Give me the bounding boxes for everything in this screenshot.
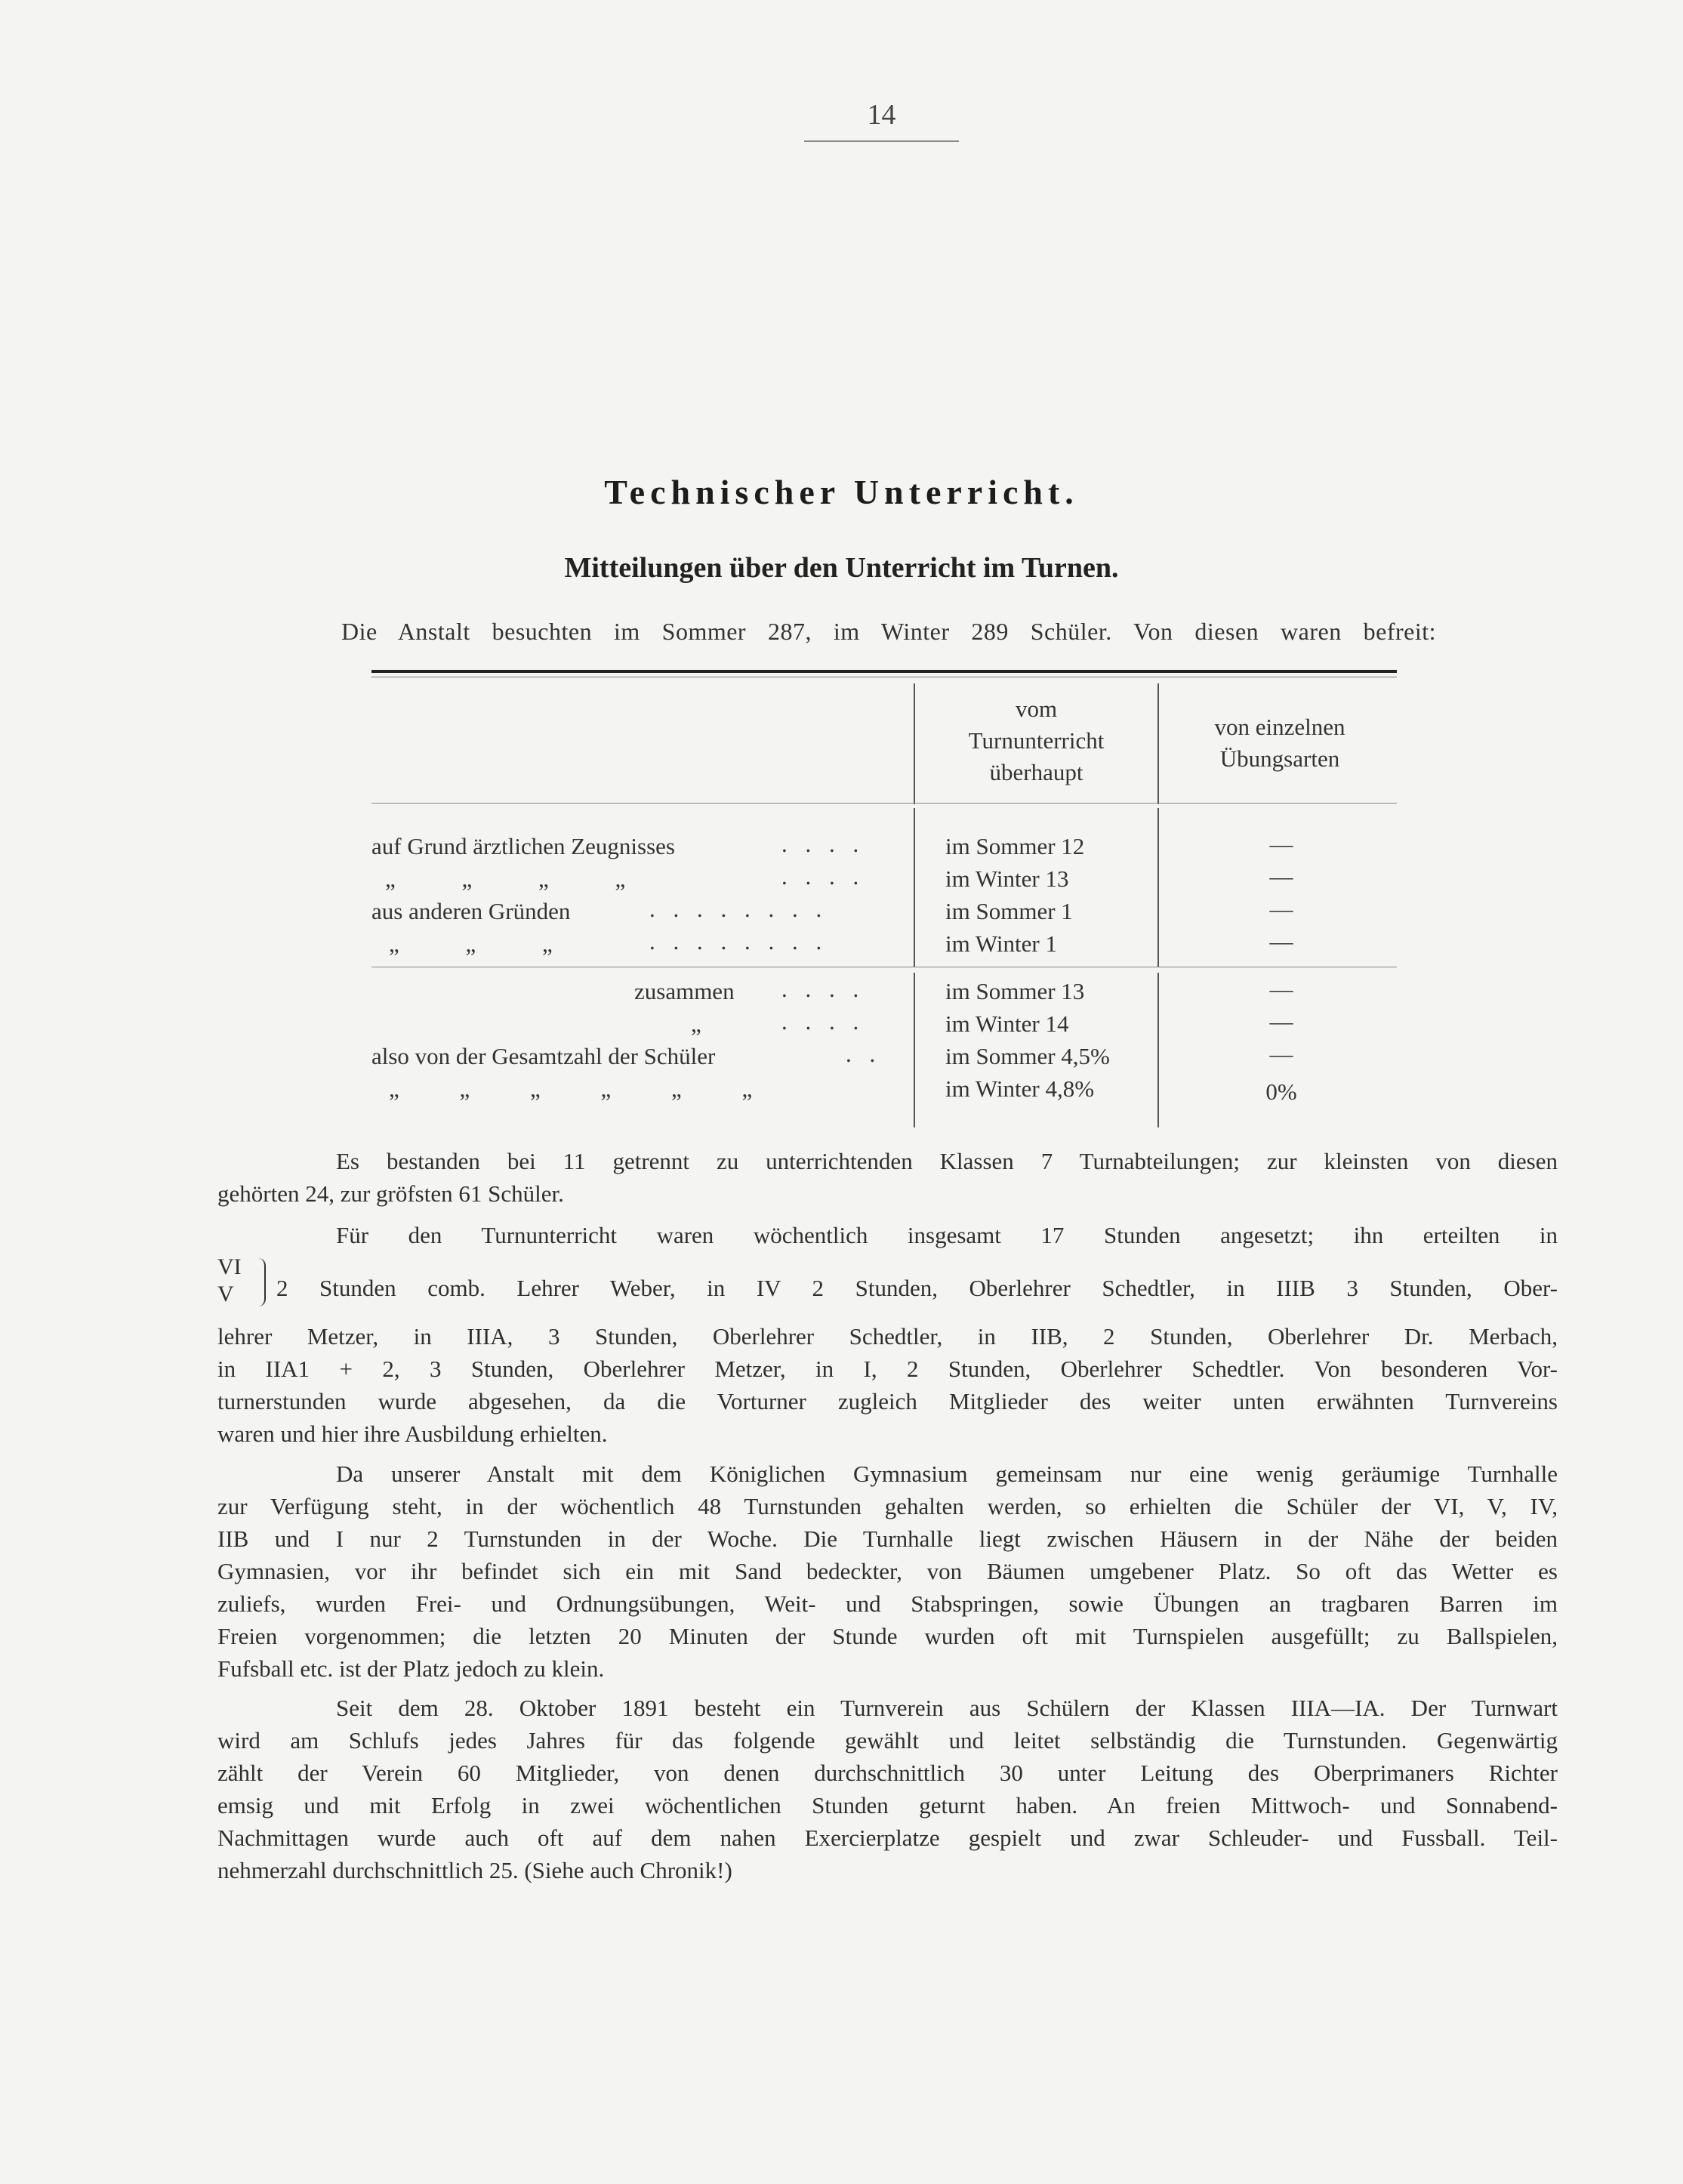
row-dots: . . . . . . . . [649,928,828,955]
p3-line: IIB und I nur 2 Turnstunden in der Woche. Die Turnhalle liegt zwischen Häusern in der Nähe der beiden [217,1525,1558,1552]
row-label: auf Grund ärztlichen Zeugnisses [371,833,676,859]
table-header-col2 [1163,711,1397,775]
p3-line: Gymnasien, vor ihr befindet sich ein mit Sand bedeckter, von Bäumen umgebener Platz. So oft das Wetter es [217,1558,1558,1584]
p4-line: nehmerzahl durchschnittlich 25. (Siehe auch Chronik!) [217,1857,732,1883]
page-title: Technischer Unterricht. [604,473,1079,511]
p2-line: in IIA1 + 2, 3 Stunden, Oberlehrer Metzer, in I, 2 Stunden, Oberlehrer Schedtler. Von besonderen Vor- [217,1356,1558,1382]
row-dots: . . . . [781,863,865,890]
header-col2-line2: Übungsarten [1219,745,1340,772]
row-value: im Sommer 1 [945,898,1073,924]
brace-icon [255,1258,266,1306]
show-through-left [227,174,876,1125]
row-value: im Winter 13 [945,865,1069,892]
table-top-rule [371,670,1397,673]
header-col2-line1: von einzelnen [1214,714,1345,740]
row-dots: . . [846,1041,882,1067]
table-divider-1c [914,973,915,1127]
row-value: im Sommer 4,5% [945,1043,1110,1069]
row-value: im Winter 1 [945,930,1057,957]
section-subtitle: Mitteilungen über den Unterricht im Turnen. [564,552,1119,584]
row-other: — [1269,863,1293,890]
intro-sentence: Die Anstalt besuchten im Sommer 287, im Winter 289 Schüler. Von diesen waren befreit: [341,618,1436,645]
row-other: — [1269,896,1293,922]
row-other: 0% [1265,1078,1297,1105]
p3-line: Fufsball etc. ist der Platz jedoch zu klein. [217,1655,605,1682]
brace-label-bottom: V [217,1282,234,1306]
row-value: im Winter 14 [945,1010,1069,1037]
paragraph-3 [217,1458,1558,1685]
row-label: „ [691,1010,701,1037]
row-label: aus anderen Gründen [371,898,571,924]
p3-line: Freien vorgenommen; die letzten 20 Minuten der Stunde wurden oft mit Turnspielen ausgefüllt; zu Ballspielen, [217,1623,1558,1649]
paragraph-2-brace-line [217,1254,1558,1322]
row-other: — [1269,1041,1293,1067]
table-divider-1b [914,808,915,967]
row-value: im Sommer 13 [945,978,1085,1004]
table-divider-2a [1157,683,1159,804]
row-dots: . . . . . . . . [649,896,828,922]
p4-line: Seit dem 28. Oktober 1891 besteht ein Turnverein aus Schülern der Klassen IIIA—IA. Der Turnwart [336,1695,1558,1721]
header-col1-line1: vom [1015,696,1058,722]
header-col1-line3: überhaupt [989,759,1083,785]
row-value: im Sommer 12 [945,833,1085,859]
p4-line: wird am Schlufs jedes Jahres für das folgende gewählt und leitet selbständig die Turnstunden. Gegenwärtig [217,1727,1558,1754]
row-label: also von der Gesamtzahl der Schüler [371,1043,716,1069]
paragraph-2-first-line [217,1219,1558,1251]
p2-line: Für den Turnunterricht waren wöchentlich insgesamt 17 Stunden angesetzt; ihn erteilten in [336,1222,1558,1248]
header-col1-line2: Turnunterricht [968,727,1105,754]
p2-line: turnerstunden wurde abgesehen, da die Vorturner zugleich Mitglieder des weiter unten erwähnten Turnvereins [217,1388,1558,1414]
table-divider-2c [1157,973,1159,1127]
p3-line: zuliefs, wurden Frei- und Ordnungsübungen, Weit- und Stabspringen, sowie Übungen an tragbaren Barren im [217,1590,1558,1617]
p3-line: Da unserer Anstalt mit dem Königlichen Gymnasium gemeinsam nur eine wenig geräumige Turnhalle [336,1461,1558,1487]
row-label: „ „ „ „ „ „ [389,1075,753,1102]
page-number-rule [804,140,959,142]
row-dots: . . . . [781,831,865,857]
p4-line: Nachmittagen wurde auch oft auf dem nahen Exercierplatze gespielt und zwar Schleuder- und Fussball. Teil- [217,1825,1558,1851]
table-divider-1a [914,683,915,804]
p1-line: Es bestanden bei 11 getrennt zu unterrichtenden Klassen 7 Turnabteilungen; zur kleinsten von diesen [336,1148,1558,1174]
page-number: 14 [867,99,896,131]
table-header-col1 [917,693,1155,788]
paragraph-2-rest [217,1320,1558,1450]
p4-line: emsig und mit Erfolg in zwei wöchentlichen Stunden geturnt haben. An freien Mittwoch- und Sonnabend- [217,1792,1558,1818]
table-header-rule [371,803,1397,804]
paragraph-1 [217,1145,1558,1210]
row-other: — [1269,831,1293,857]
row-other: — [1269,976,1293,1002]
row-label: „ „ „ [389,930,553,957]
row-other: — [1269,928,1293,955]
p2-line: waren und hier ihre Ausbildung erhielten. [217,1421,608,1447]
row-other: — [1269,1008,1293,1035]
row-label: zusammen [634,978,735,1004]
p1-line: gehörten 24, zur gröfsten 61 Schüler. [217,1180,564,1207]
brace-label-top: VI [217,1254,242,1279]
p4-line: zählt der Verein 60 Mitglieder, von denen durchschnittlich 30 unter Leitung des Oberprimaners Richter [217,1760,1558,1786]
row-dots: . . . . [781,1008,865,1035]
p3-line: zur Verfügung steht, in der wöchentlich 48 Turnstunden gehalten werden, so erhielten die Schüler der VI, V, IV, [217,1493,1558,1519]
row-dots: . . . . [781,976,865,1002]
table-divider-2b [1157,808,1159,967]
p2-line: lehrer Metzer, in IIIA, 3 Stunden, Oberlehrer Schedtler, in IIB, 2 Stunden, Oberlehrer Dr. Merbach, [217,1323,1558,1350]
p2-line: 2 Stunden comb. Lehrer Weber, in IV 2 Stunden, Oberlehrer Schedtler, in IIIB 3 Stunden, Ober- [276,1275,1558,1301]
row-value: im Winter 4,8% [945,1075,1095,1102]
paragraph-4 [217,1692,1558,1886]
row-label: „ „ „ „ [385,865,626,892]
